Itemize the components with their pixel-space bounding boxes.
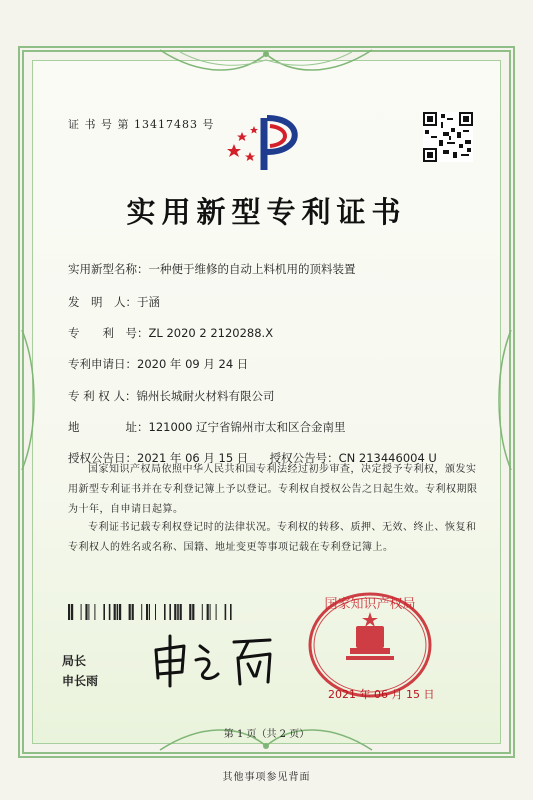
qr-code [423, 112, 473, 162]
paragraph-grant: 国家知识产权局依照中华人民共和国专利法经过初步审查，决定授予专利权，颁发实用新型专利证书并在专利登记簿上予以登记。专利权自授权公告之日起生效。专利权期限为十年，自申请日起算。 [68, 464, 478, 515]
field-value: 一种便于维修的自动上料机用的顶料装置 [148, 262, 356, 276]
chief-title: 局长 [62, 654, 87, 668]
field-label: 发 明 人： [68, 295, 137, 309]
signature [148, 632, 278, 688]
field-application-date [68, 356, 248, 372]
field-value: 锦州长城耐火材料有限公司 [136, 389, 275, 403]
field-label: 专利申请日： [68, 357, 137, 371]
field-label: 专 利 号： [68, 326, 149, 340]
field-utility-model-name [68, 261, 356, 277]
official-seal [306, 590, 434, 700]
cnipa-logo [224, 104, 310, 174]
field-value: 2020 年 09 月 24 日 [137, 357, 249, 371]
field-value: CN 213446004 U [338, 451, 437, 465]
seal-text: 国家知识产权局 [324, 597, 416, 612]
chief-name: 申长雨 [62, 674, 99, 688]
page-number: 第 1 页（共 2 页） [223, 729, 310, 740]
seal-date: 2021 年 06 月 15 日 [328, 688, 435, 701]
field-label: 专 利 权 人： [68, 389, 137, 403]
left-ornament [18, 320, 42, 480]
field-value: 于涵 [137, 295, 160, 309]
field-label: 实用新型名称： [68, 262, 149, 276]
field-value: ZL 2020 2 2120288.X [148, 326, 274, 340]
field-label: 地 址： [68, 420, 149, 434]
footnote: 其他事项参见背面 [222, 772, 311, 783]
field-value: 121000 辽宁省锦州市太和区合金南里 [148, 420, 346, 434]
field-label: 授权公告日： [68, 451, 137, 465]
field-patentee [68, 388, 274, 404]
top-ornament [150, 46, 383, 86]
field-value: 2021 年 06 月 15 日 [137, 451, 249, 465]
field-inventor [68, 294, 160, 310]
field-address [68, 419, 346, 435]
paragraph-legal-status: 专利证书记载专利权登记时的法律状况。专利权的转移、质押、无效、终止、恢复和专利权人的姓名或名称、国籍、地址变更等事项记载在专利登记簿上。 [68, 522, 477, 553]
certificate-title: 实用新型专利证书 [126, 195, 407, 229]
barcode [68, 604, 234, 620]
right-ornament [491, 320, 515, 480]
field-patent-number [68, 325, 273, 341]
certificate-number: 证 书 号 第 13417483 号 [68, 118, 215, 131]
field-label: 授权公告号： [269, 451, 339, 465]
